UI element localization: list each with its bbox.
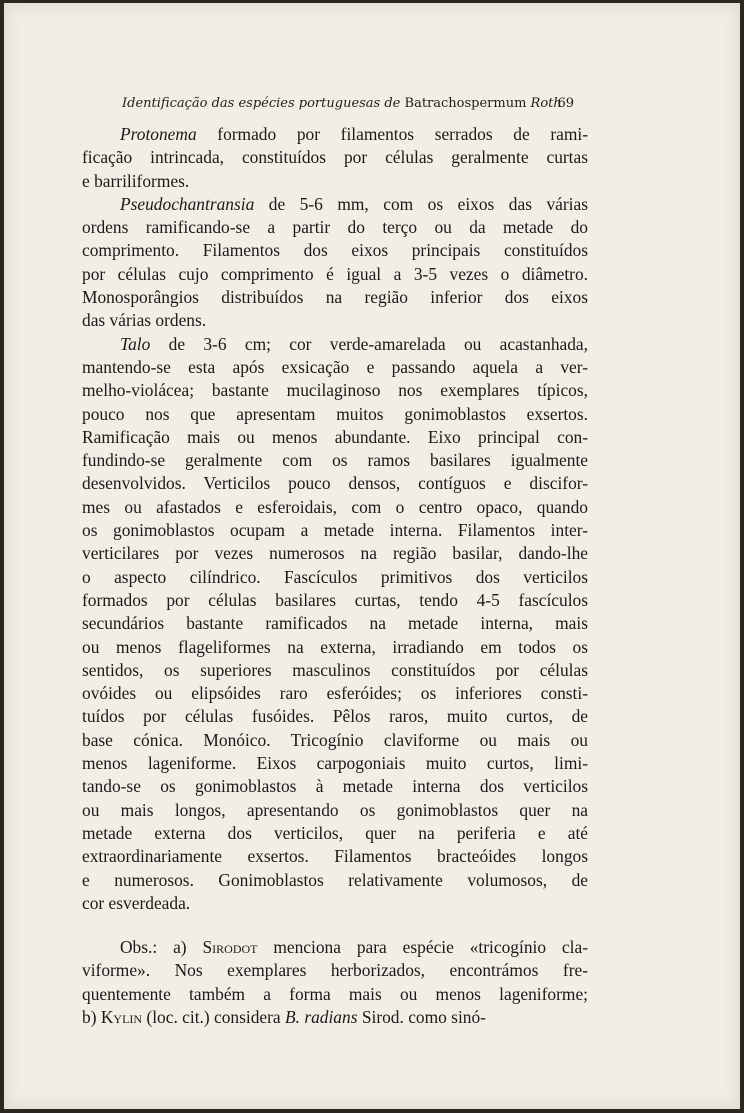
text-run: fundindo-se geralmente com os ramos basilares igualmente: [82, 450, 588, 471]
italic-term: B. radians: [285, 1006, 358, 1027]
running-head-author: Roth: [526, 96, 562, 111]
text-line: [82, 146, 588, 169]
text-run: viforme». Nos exemplares herborizados, encontrámos fre-: [82, 960, 588, 981]
text-run: ovóides ou elipsóides raro esferóides; os inferiores consti-: [82, 683, 588, 704]
italic-term: Pseudochantransia: [120, 193, 255, 214]
text-line: [82, 869, 588, 892]
body-text: [82, 123, 588, 1029]
text-run: Monosporângios distribuídos na região inferior dos eixos: [82, 287, 588, 308]
text-line: [82, 959, 588, 982]
text-run: Sirod. como sinó-: [357, 1006, 486, 1027]
text-line: [82, 799, 588, 822]
text-line: [82, 775, 588, 798]
running-head: [122, 96, 562, 111]
text-line: [82, 983, 588, 1006]
text-line: [82, 542, 588, 565]
text-run: pouco nos que apresentam muitos gonimoblastos exsertos.: [82, 403, 588, 424]
text-run: cor esverdeada.: [82, 892, 191, 913]
text-run: ficação intrincada, constituídos por células geralmente curtas: [82, 147, 588, 168]
text-line: [82, 519, 588, 542]
obs-paragraph: [82, 936, 588, 1029]
text-run: tando-se os gonimoblastos à metade interna dos verticilos: [82, 776, 588, 797]
book-page: [4, 3, 740, 1109]
text-run: Ramificação mais ou menos abundante. Eixo principal con-: [82, 426, 588, 447]
text-run: e barriliformes.: [82, 170, 190, 191]
text-line: [82, 356, 588, 379]
text-run: ordens ramificando-se a partir do terço ou da metade do: [82, 217, 588, 238]
text-line: [82, 193, 588, 216]
text-run: verticilares por vezes numerosos na região basilar, dando-lhe: [82, 543, 588, 564]
text-line: [82, 286, 588, 309]
pseudochantransia-paragraph: [82, 193, 588, 333]
text-line: [82, 496, 588, 519]
text-line: [82, 752, 588, 775]
text-run: base cónica. Monóico. Tricogínio claviforme ou mais ou: [82, 729, 588, 750]
text-run: Obs.: a): [120, 937, 203, 958]
text-line: [82, 449, 588, 472]
text-line: [82, 845, 588, 868]
text-run: mes ou afastados e esferoidais, com o centro opaco, quando: [82, 496, 588, 517]
text-run: (loc. cit.) considera: [142, 1006, 285, 1027]
text-run: extraordinariamente exsertos. Filamentos bracteóides longos: [82, 846, 588, 867]
italic-term: Talo: [120, 333, 151, 354]
text-line: [82, 472, 588, 495]
text-run: menos lageniforme. Eixos carpogoniais muito curtos, limi-: [82, 753, 588, 774]
text-run: ou menos flageliformes na externa, irradiando em todos os: [82, 636, 588, 657]
text-run: secundários bastante ramificados na metade interna, mais: [82, 613, 588, 634]
text-line: [82, 705, 588, 728]
text-run: desenvolvidos. Verticilos pouco densos, contíguos e discifor-: [82, 473, 588, 494]
italic-term: Protonema: [120, 124, 197, 144]
text-line: [82, 403, 588, 426]
text-line: [82, 239, 588, 262]
text-line: [82, 309, 588, 332]
text-run: os gonimoblastos ocupam a metade interna. Filamentos inter-: [82, 520, 588, 541]
text-line: [82, 936, 588, 959]
running-head-italic: Identificação das espécies portuguesas de: [122, 96, 405, 111]
text-run: o aspecto cilíndrico. Fascículos primitivos dos verticilos: [82, 566, 588, 587]
text-line: [82, 426, 588, 449]
text-run: das várias ordens.: [82, 310, 207, 331]
text-line: [82, 379, 588, 402]
text-run: formado por filamentos serrados de rami-: [196, 124, 588, 144]
text-run: ou mais longos, apresentando os gonimoblastos quer na: [82, 799, 588, 820]
text-line: [82, 659, 588, 682]
text-line: [82, 729, 588, 752]
text-line: [82, 589, 588, 612]
text-line: [82, 333, 588, 356]
text-line: [82, 170, 588, 193]
text-line: [82, 822, 588, 845]
text-run: metade externa dos verticilos, quer na periferia e até: [82, 822, 588, 843]
text-run: de 5-6 mm, com os eixos das várias: [254, 193, 588, 214]
text-run: mantendo-se esta após exsicação e passando aquela a ver-: [82, 356, 588, 377]
running-head-genus: Batrachospermum: [404, 96, 527, 111]
text-run: de 3-6 cm; cor verde-amarelada ou acastanhada,: [150, 333, 588, 354]
text-run: b): [82, 1006, 101, 1027]
text-run: formados por células basilares curtas, tendo 4-5 fascículos: [82, 589, 588, 610]
text-run: comprimento. Filamentos dos eixos principais constituídos: [82, 240, 588, 261]
text-run: sentidos, os superiores masculinos constituídos por células: [82, 659, 588, 680]
protonema-paragraph: [82, 123, 588, 193]
text-line: [82, 263, 588, 286]
author-name: Sirodot: [202, 937, 258, 958]
running-header: [122, 96, 574, 118]
text-run: e numerosos. Gonimoblastos relativamente volumosos, de: [82, 869, 588, 890]
text-line: [82, 1006, 588, 1029]
author-name: Kylin: [100, 1006, 143, 1027]
text-line: [82, 123, 588, 146]
paragraph-gap: [82, 915, 588, 936]
text-line: [82, 566, 588, 589]
text-run: quentemente também a forma mais ou menos lageniforme;: [82, 983, 588, 1004]
text-line: [82, 892, 588, 915]
talo-paragraph: [82, 333, 588, 915]
text-line: [82, 682, 588, 705]
text-run: melho-violácea; bastante mucilaginoso nos exemplares típicos,: [82, 380, 588, 401]
text-line: [82, 216, 588, 239]
text-run: tuídos por células fusóides. Pêlos raros, muito curtos, de: [82, 706, 588, 727]
page-number: 69: [557, 96, 574, 111]
text-run: menciona para espécie «tricogínio cla-: [257, 937, 588, 958]
text-line: [82, 612, 588, 635]
text-run: por células cujo comprimento é igual a 3-5 vezes o diâmetro.: [82, 263, 588, 284]
text-line: [82, 636, 588, 659]
